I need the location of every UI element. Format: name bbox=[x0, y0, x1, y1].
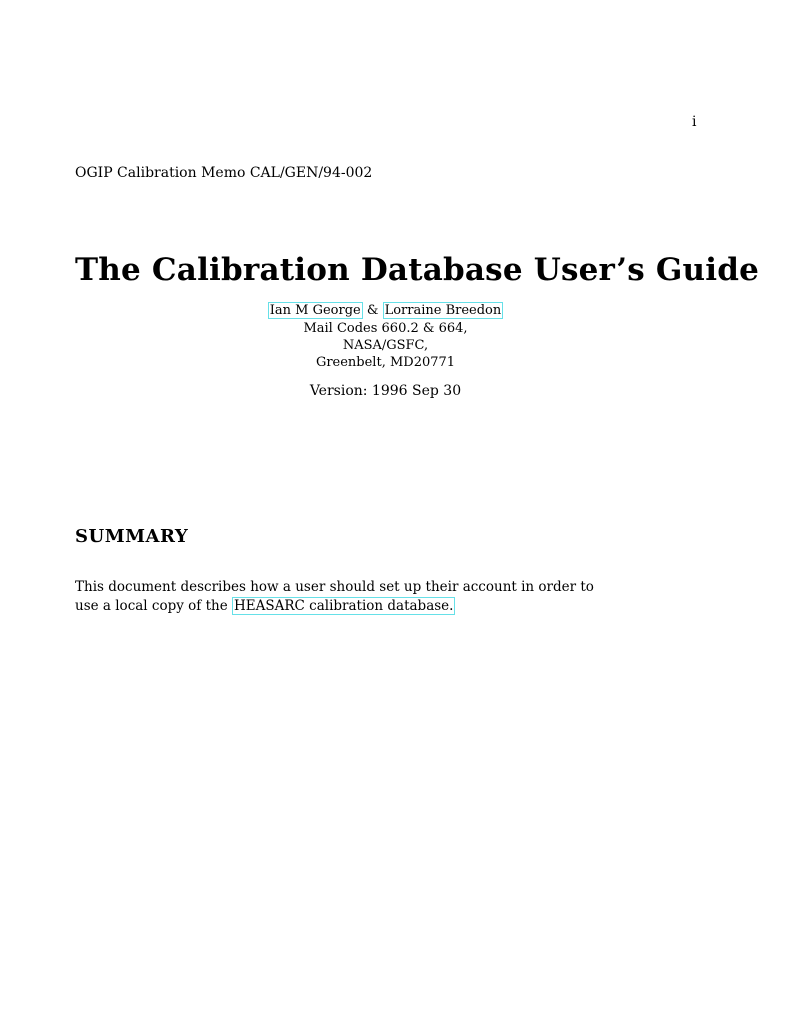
summary-heading: SUMMARY bbox=[75, 526, 189, 547]
address-mail-codes: Mail Codes 660.2 & 664, bbox=[303, 321, 468, 336]
author-line bbox=[0, 302, 771, 320]
address-city: Greenbelt, MD20771 bbox=[315, 355, 456, 370]
author-link-lorraine-breedon[interactable]: Lorraine Breedon bbox=[384, 303, 502, 318]
address-institution: NASA/GSFC, bbox=[342, 338, 429, 353]
page-number: i bbox=[692, 114, 697, 130]
author-block bbox=[0, 302, 771, 371]
memo-id: OGIP Calibration Memo CAL/GEN/94-002 bbox=[75, 165, 373, 181]
summary-paragraph bbox=[75, 578, 595, 616]
summary-text: This document describes how a user should set up their account in order to use a local copy of the bbox=[75, 579, 594, 614]
document-title: The Calibration Database User’s Guide bbox=[75, 252, 760, 288]
author-separator: & bbox=[366, 303, 379, 318]
author-link-ian-george[interactable]: Ian M George bbox=[269, 303, 361, 318]
heasarc-database-link[interactable]: HEASARC calibration database. bbox=[233, 598, 454, 614]
version-date: Version: 1996 Sep 30 bbox=[309, 383, 462, 399]
